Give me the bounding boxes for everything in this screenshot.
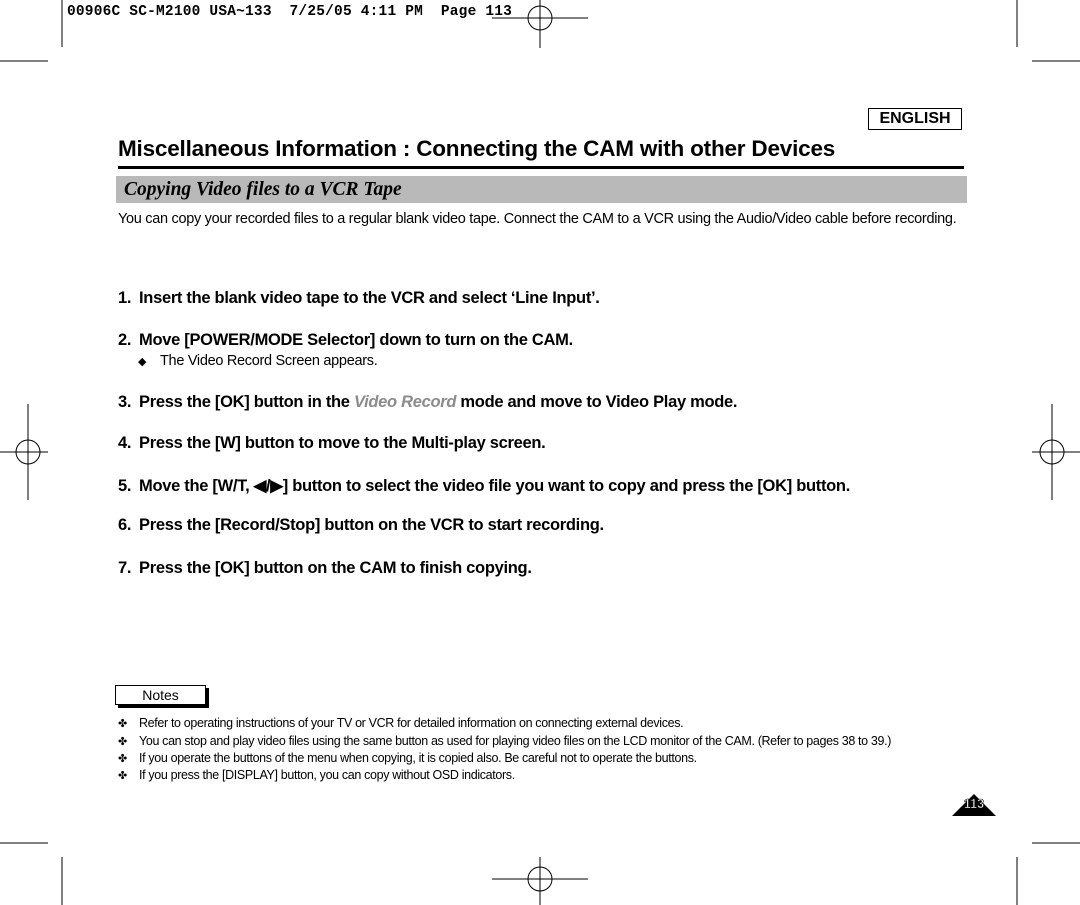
step-number: 7. [118,559,132,577]
step-6 [118,516,604,535]
step-number: 1. [118,289,132,307]
step-text: Press the [Record/Stop] button on the VCR to start recording. [139,516,604,534]
note-text: Refer to operating instructions of your TV or VCR for detailed information on connecting external devices. [139,716,684,730]
step-text-after: mode and move to Video Play mode. [456,393,738,411]
title-rule [118,166,964,169]
note-text: If you press the [DISPLAY] button, you can copy without OSD indicators. [139,768,515,782]
cross-bullet-icon: ✤ [118,770,127,782]
step-number: 6. [118,516,132,534]
note-text: If you operate the buttons of the menu when copying, it is copied also. Be careful not to operate the buttons. [139,751,697,765]
step-3 [118,393,737,412]
step-number: 2. [118,331,132,349]
step-text: Insert the blank video tape to the VCR and select ‘Line Input’. [139,289,600,307]
language-badge: ENGLISH [868,108,962,130]
step-number: 3. [118,393,132,411]
subnote-text: The Video Record Screen appears. [160,353,378,369]
step-text: Press the [W] button to move to the Multi-play screen. [139,434,546,452]
print-slug: 00906C SC-M2100 USA~133 7/25/05 4:11 PM Page 113 [67,4,513,20]
step-number: 5. [118,477,132,495]
step-text-before: Press the [OK] button in the [139,393,354,411]
step-4 [118,434,545,453]
step-1 [118,289,600,308]
section-title: Copying Video files to a VCR Tape [124,179,402,200]
step-text: Move the [W/T, ◀/▶] button to select the video file you want to copy and press the [OK] button. [139,477,850,495]
step-2 [118,331,573,350]
step-2-subnote [138,353,377,369]
cross-bullet-icon: ✤ [118,753,127,765]
step-5 [118,476,850,496]
step-text: Press the [OK] button on the CAM to finish copying. [139,559,532,577]
notes-label: Notes [115,685,206,705]
note-item [118,768,515,782]
page-number: 113 [963,797,985,811]
mode-highlight: Video Record [353,393,457,411]
note-text: You can stop and play video files using the same button as used for playing video files on the LCD monitor of the CAM. (Refer to pages 38 to 39.) [139,734,892,748]
intro-paragraph: You can copy your recorded files to a regular blank video tape. Connect the CAM to a VCR using the Audio/Video cable before recording. [118,211,957,227]
cross-bullet-icon: ✤ [118,718,127,730]
step-7 [118,559,532,578]
page-title: Miscellaneous Information : Connecting the CAM with other Devices [118,136,836,161]
step-text: Move [POWER/MODE Selector] down to turn on the CAM. [139,331,573,349]
note-item [118,716,683,730]
diamond-bullet-icon: ◆ [138,356,147,368]
step-number: 4. [118,434,132,452]
note-item [118,734,891,748]
cross-bullet-icon: ✤ [118,736,127,748]
note-item [118,751,697,765]
